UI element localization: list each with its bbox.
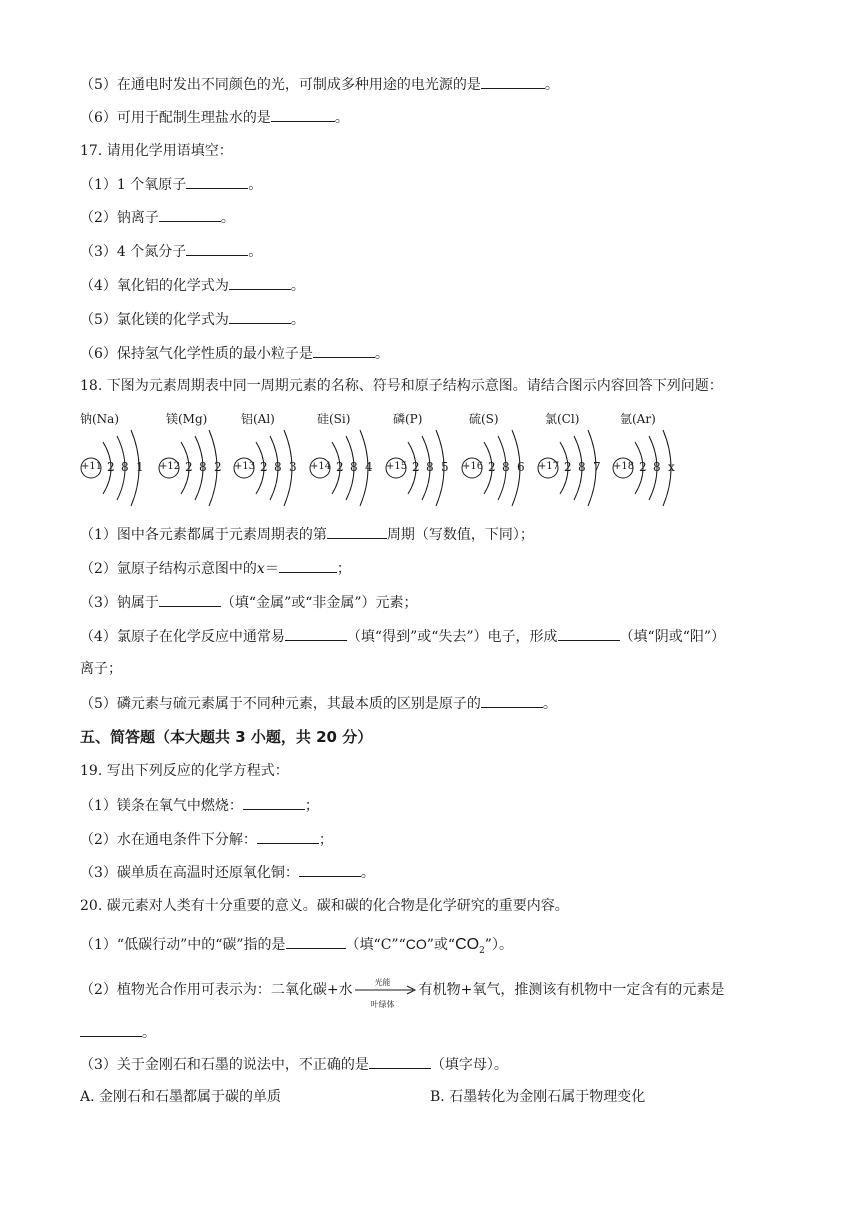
atom-diagram	[158, 408, 236, 508]
answer-blank[interactable]	[257, 829, 319, 844]
answer-blank[interactable]	[186, 174, 248, 189]
atom-diagram	[537, 408, 615, 508]
shell-electron-count: 7	[593, 460, 601, 474]
choice-b[interactable]: B. 石墨转化为金刚石属于物理变化	[430, 1089, 646, 1105]
atom-diagram	[233, 408, 311, 508]
shell-electron-count: 8	[121, 460, 129, 474]
answer-blank[interactable]	[558, 626, 620, 641]
shell-electron-count: 4	[365, 460, 373, 474]
q19-stem: 19. 写出下列反应的化学方程式：	[80, 763, 289, 779]
shell-electron-count: 1	[136, 460, 144, 474]
answer-blank[interactable]	[279, 558, 337, 573]
q19-item-3: （3）碳单质在高温时还原氧化铜： 。	[80, 862, 375, 883]
element-name-label: 氩(Ar)	[620, 412, 656, 426]
q20-item-2: （2）植物光合作用可表示为：二氧化碳+水 光能 叶绿体 有机物+氧气，推测该有机物中一定含有的元素是	[80, 978, 725, 1009]
element-name-label: 钠(Na)	[80, 412, 120, 426]
atom-diagram	[385, 408, 463, 508]
q17-item-3: （3）4 个氮分子 。	[80, 241, 262, 262]
shell-electron-count: 2	[260, 460, 268, 474]
nucleus-charge: +16	[462, 461, 484, 472]
element-name-label: 铝(Al)	[241, 412, 275, 426]
q18-item-3: （3）钠属于 （填“金属”或“非金属”）元素；	[80, 592, 418, 613]
q18-stem: 18. 下图为元素周期表中同一周期元素的名称、符号和原子结构示意图。请结合图示内容回答下列问题：	[80, 378, 723, 394]
q19-item-2: （2）水在通电条件下分解： ；	[80, 829, 333, 850]
element-name-label: 硅(Si)	[317, 412, 351, 426]
element-name-label: 磷(P)	[393, 412, 423, 426]
answer-blank[interactable]	[229, 309, 291, 324]
atom-diagram	[612, 408, 690, 508]
q20-item-2-cont: 。	[80, 1022, 156, 1043]
answer-blank[interactable]	[80, 1022, 142, 1037]
q16-item-6: （6）可用于配制生理盐水的是 。	[80, 107, 349, 128]
answer-blank[interactable]	[159, 592, 221, 607]
answer-blank[interactable]	[313, 343, 375, 358]
q17-item-4: （4）氧化铝的化学式为 。	[80, 275, 305, 296]
shell-electron-count: 8	[502, 460, 510, 474]
answer-blank[interactable]	[285, 626, 347, 641]
q17-item-6: （6）保持氢气化学性质的最小粒子是 。	[80, 343, 389, 364]
shell-electron-count: 2	[488, 460, 496, 474]
shell-electron-count: 8	[653, 460, 661, 474]
q18-item-5: （5）磷元素与硫元素属于不同种元素，其最本质的区别是原子的 。	[80, 693, 557, 714]
q18-item-1: （1）图中各元素都属于元素周期表的第 周期（写数值，下同）；	[80, 524, 534, 545]
shell-electron-count: 6	[517, 460, 525, 474]
shell-electron-count: 5	[441, 460, 449, 474]
reaction-arrow: 光能 叶绿体	[353, 983, 419, 997]
nucleus-charge: +14	[310, 461, 332, 472]
atom-diagram	[461, 408, 539, 508]
q20-stem: 20. 碳元素对人类有十分重要的意义。碳和碳的化合物是化学研究的重要内容。	[80, 898, 569, 914]
atom-diagram	[80, 408, 158, 508]
section-title: 五、简答题（本大题共 3 小题，共 20 分）	[80, 728, 373, 746]
nucleus-charge: +11	[81, 461, 103, 472]
answer-blank[interactable]	[243, 795, 305, 810]
nucleus-charge: +13	[234, 461, 256, 472]
q17-item-5: （5）氯化镁的化学式为 。	[80, 309, 305, 330]
answer-blank[interactable]	[481, 693, 543, 708]
shell-electron-count: 8	[578, 460, 586, 474]
answer-blank[interactable]	[286, 934, 346, 949]
shell-electron-count: x	[668, 460, 675, 474]
answer-blank[interactable]	[229, 275, 291, 290]
shell-electron-count: 3	[289, 460, 297, 474]
shell-electron-count: 8	[350, 460, 358, 474]
element-name-label: 镁(Mg)	[166, 412, 208, 426]
atom-diagram	[309, 408, 387, 508]
q17-stem: 17. 请用化学用语填空：	[80, 143, 233, 159]
answer-blank[interactable]	[481, 74, 545, 89]
shell-electron-count: 8	[274, 460, 282, 474]
shell-electron-count: 2	[107, 460, 115, 474]
answer-blank[interactable]	[186, 241, 248, 256]
nucleus-charge: +12	[159, 461, 181, 472]
nucleus-charge: +17	[538, 461, 560, 472]
answer-blank[interactable]	[159, 207, 221, 222]
element-name-label: 硫(S)	[469, 412, 499, 426]
q17-item-1: （1）1 个氧原子 。	[80, 174, 262, 195]
shell-electron-count: 2	[639, 460, 647, 474]
shell-electron-count: 2	[214, 460, 222, 474]
choice-a[interactable]: A. 金刚石和石墨都属于碳的单质	[80, 1089, 282, 1105]
shell-electron-count: 8	[426, 460, 434, 474]
answer-blank[interactable]	[327, 524, 387, 539]
shell-electron-count: 2	[185, 460, 193, 474]
q20-item-1: （1）“低碳行动”中的“碳”指的是 （填“C”“CO”或“$CO_2$”）。	[80, 936, 513, 956]
shell-electron-count: 8	[199, 460, 207, 474]
answer-blank[interactable]	[369, 1054, 431, 1069]
shell-electron-count: 2	[336, 460, 344, 474]
answer-blank[interactable]	[299, 862, 361, 877]
q17-item-2: （2）钠离子 。	[80, 207, 235, 228]
element-name-label: 氯(Cl)	[545, 412, 580, 426]
q18-item-4: （4）氯原子在化学反应中通常易 （填“得到”或“失去”）电子，形成 （填“阴或“阳”）	[80, 626, 725, 647]
q18-item-2: （2）氩原子结构示意图中的x＝ ；	[80, 558, 351, 579]
q16-item-5: （5）在通电时发出不同颜色的光，可制成多种用途的电光源的是 。	[80, 74, 559, 95]
nucleus-charge: +15	[386, 461, 408, 472]
shell-electron-count: 2	[412, 460, 420, 474]
nucleus-charge: +18	[613, 461, 635, 472]
q20-item-3: （3）关于金刚石和石墨的说法中，不正确的是 （填字母）。	[80, 1054, 508, 1075]
answer-blank[interactable]	[271, 107, 335, 122]
q19-item-1: （1）镁条在氧气中燃烧： ；	[80, 795, 319, 816]
shell-electron-count: 2	[564, 460, 572, 474]
q18-item-4-cont: 离子；	[80, 661, 122, 677]
